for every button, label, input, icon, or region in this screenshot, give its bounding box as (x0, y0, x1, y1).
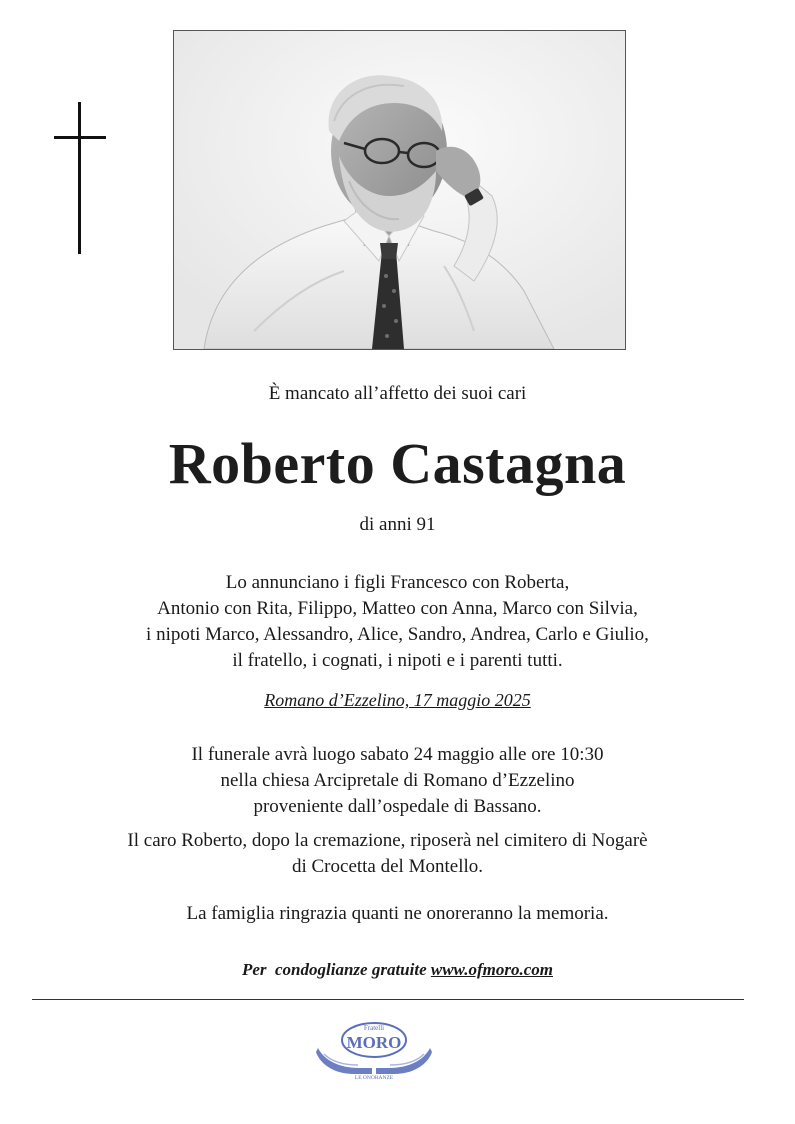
announcement-line: Antonio con Rita, Filippo, Matteo con Anna, Marco con Silvia, (157, 598, 638, 619)
logo-bottom-text: LE ONORANZE (354, 1075, 394, 1080)
announcement-line: i nipoti Marco, Alessandro, Alice, Sandro, Andrea, Carlo e Giulio, (146, 624, 649, 645)
logo-main-text: MORO (346, 1033, 402, 1052)
funeral-line: nella chiesa Arcipretale di Romano d’Ezzelino (220, 770, 575, 791)
divider (32, 999, 744, 1000)
burial-line: di Crocetta del Montello. (291, 856, 483, 877)
deceased-name: Roberto Castagna (168, 431, 627, 496)
logo-top-text: Fratelli (363, 1024, 385, 1032)
condolences-line (0, 960, 795, 980)
portrait-photo (173, 30, 626, 350)
condolences-link[interactable]: www.ofmoro.com (430, 960, 554, 979)
place-date-text: Romano d’Ezzelino, 17 maggio 2025 (264, 690, 531, 710)
announcement-line: il fratello, i cognati, i nipoti e i parenti tutti. (232, 650, 563, 671)
place-date (0, 690, 795, 711)
age-text: di anni 91 (359, 514, 436, 535)
announcement-line: Lo annunciano i figli Francesco con Roberta, (225, 572, 570, 593)
thanks-text: La famiglia ringrazia quanti ne onoreranno la memoria. (186, 903, 609, 924)
funeral-line: proveniente dall’ospedale di Bassano. (253, 796, 542, 817)
announcement-block (0, 570, 795, 674)
intro-text: È mancato all’affetto dei suoi cari (268, 383, 527, 404)
funeral-block (0, 742, 795, 820)
funeral-home-logo (314, 1018, 434, 1080)
condolences-prefix: Per condoglianze gratuite (241, 960, 431, 979)
burial-line: Il caro Roberto, dopo la cremazione, riposerà nel cimitero di Nogarè (127, 830, 648, 851)
funeral-line: Il funerale avrà luogo sabato 24 maggio alle ore 10:30 (191, 744, 604, 765)
burial-block (0, 828, 775, 880)
